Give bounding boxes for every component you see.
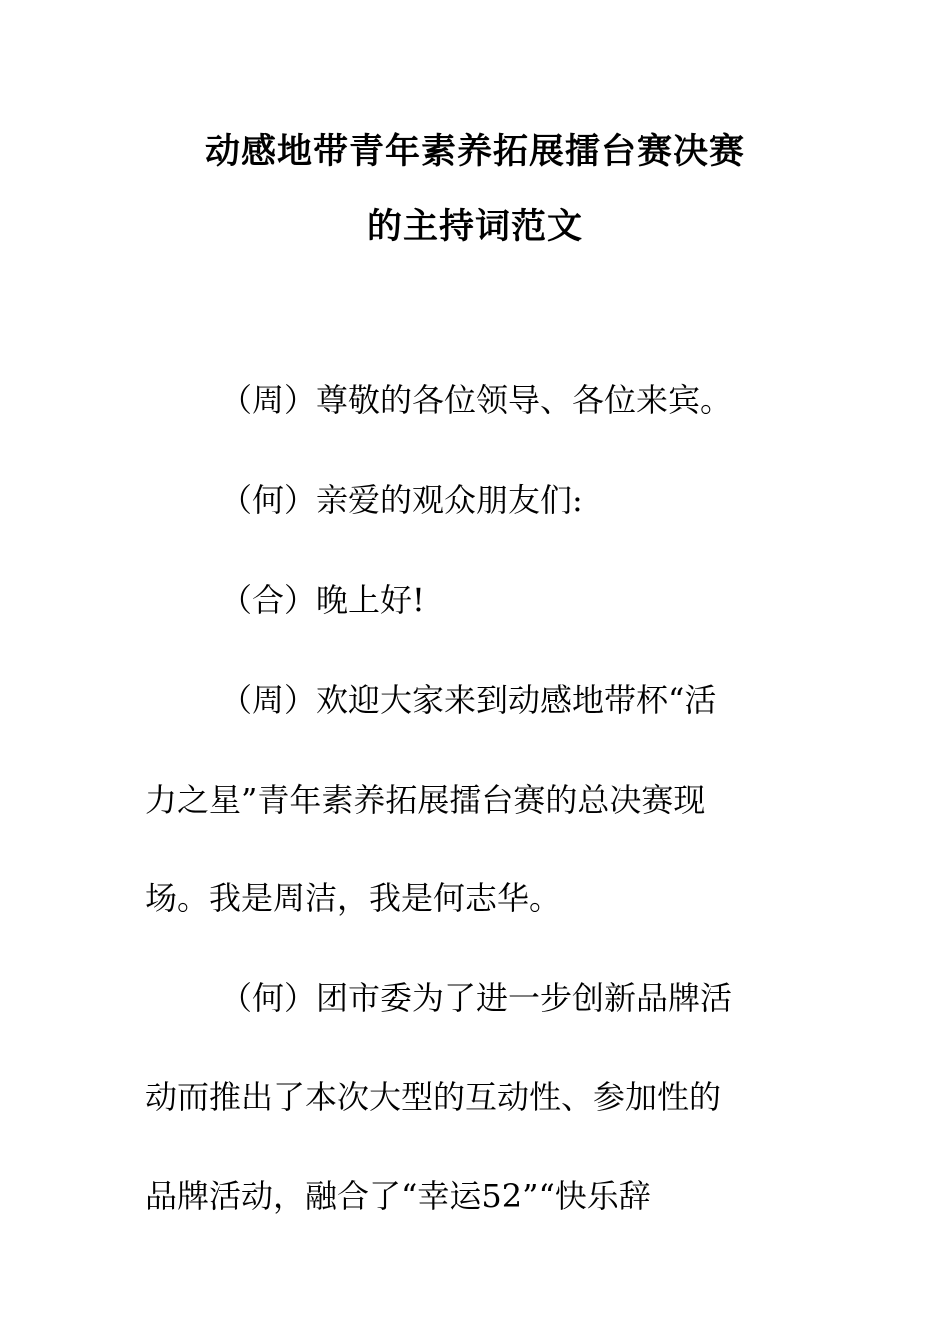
paragraph-line: （何）亲爱的观众朋友们: <box>220 481 583 519</box>
paragraph-line: （周）尊敬的各位领导、各位来宾。 <box>220 381 733 419</box>
paragraph-line: （周）欢迎大家来到动感地带杯“活 <box>220 681 717 719</box>
paragraph-line: 品牌活动，融合了“幸运52”“快乐辞 <box>145 1177 651 1215</box>
paragraph-line: 力之星”青年素养拓展擂台赛的总决赛现 <box>145 781 706 819</box>
paragraph-line: 动而推出了本次大型的互动性、参加性的 <box>145 1078 722 1116</box>
document-title-line-2: 的主持词范文 <box>366 207 583 247</box>
paragraph-line: 场。我是周洁，我是何志华。 <box>145 879 562 917</box>
paragraph-line: （合）晚上好! <box>220 581 425 619</box>
paragraph-line: （何）团市委为了进一步创新品牌活 <box>220 979 733 1017</box>
document-title-line-1: 动感地带青年素养拓展擂台赛决赛 <box>204 132 745 172</box>
